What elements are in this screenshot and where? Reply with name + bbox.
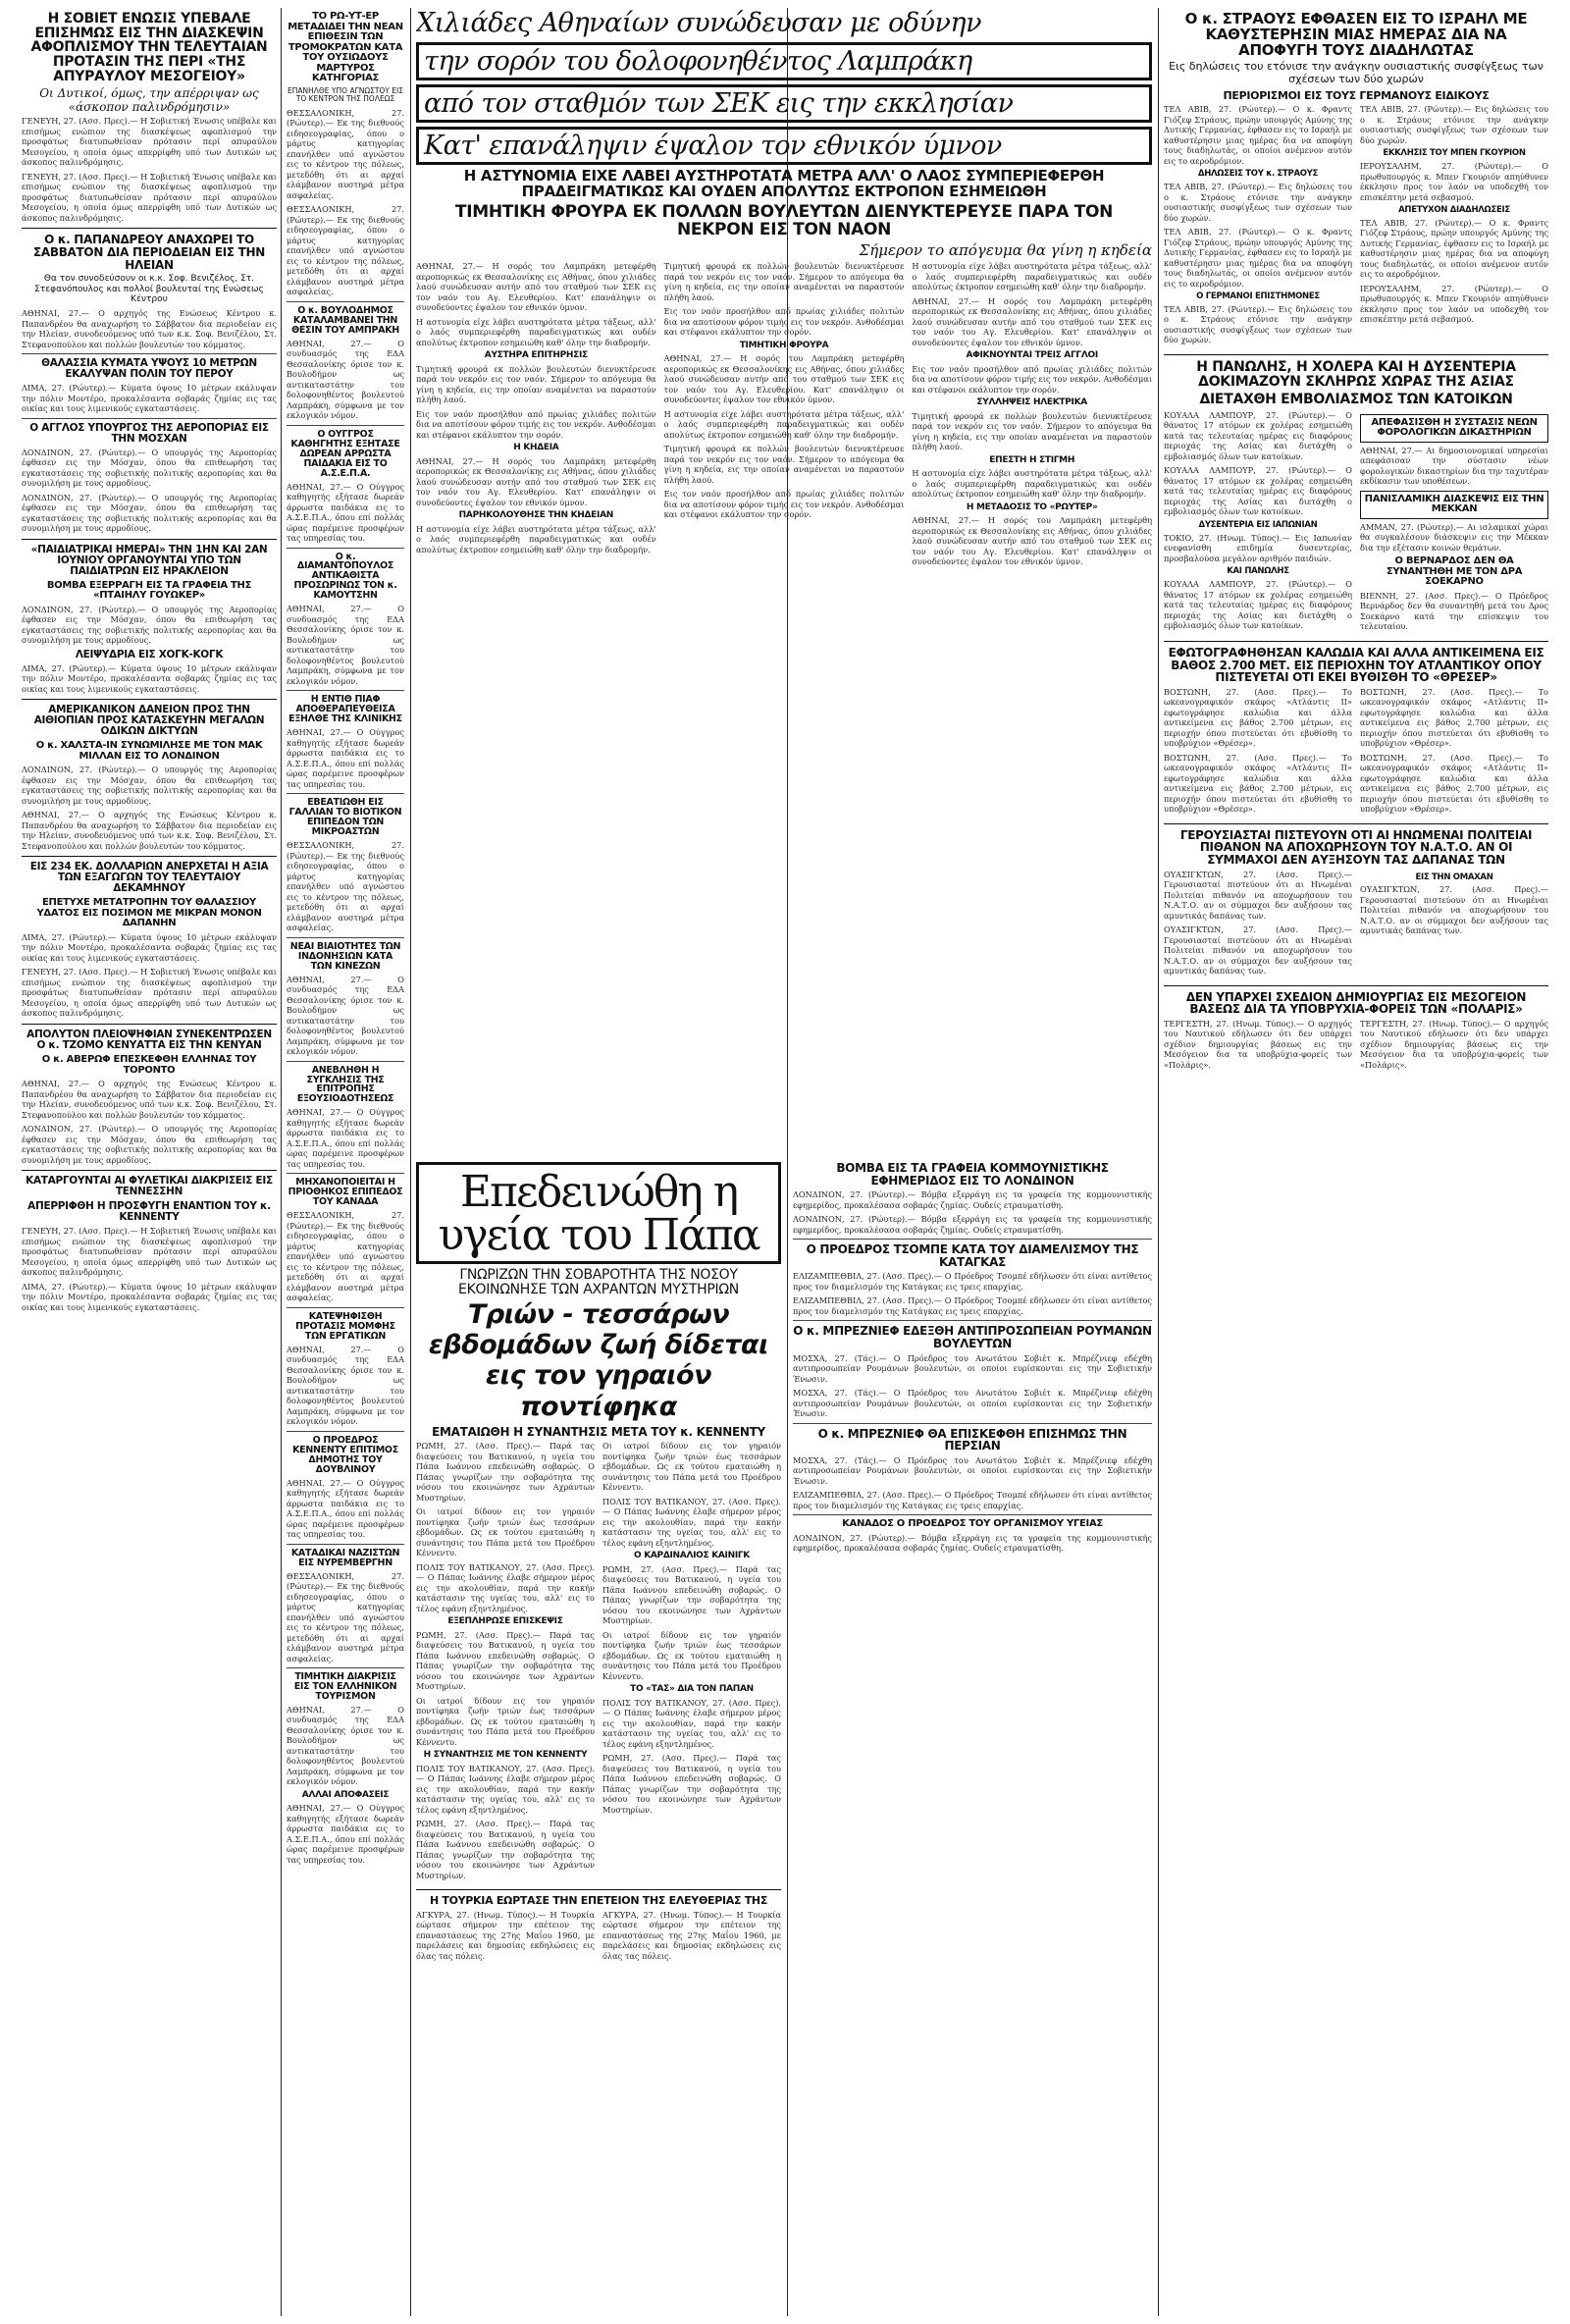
subhead: ΔΥΣΕΝΤΕΡΙΑ ΕΙΣ ΙΑΠΩΝΙΑΝ [1198, 519, 1318, 530]
subhead: ΔΗΛΩΣΕΙΣ ΤΟΥ κ. ΣΤΡΑΟΥΣ [1197, 169, 1319, 180]
lead-headline-line1: Χιλιάδες Αθηναίων συνώδευσαν με οδύνην [416, 8, 982, 38]
divider [1164, 985, 1548, 986]
article-body: ΓΕΝΕΥΗ, 27. (Ασσ. Πρες).— Η Σοβιετική Ένωσις υπέβαλε και επισήμως ενώπιον της διασκέψεως αφοπλισμού την προσφάτως διατυπωθείσαν πρότασιν περί απυραύλου Μεσογείου, η οποία όμως απερρίφθη υπό των Δυτικών ως άσκοπος παλινδρόμησις. [22, 171, 277, 223]
divider [1164, 641, 1548, 642]
article-body: ΘΕΣΣΑΛΟΝΙΚΗ, 27. (Ρώυτερ).— Εκ της διεθνούς ειδησεογραφίας, όπου ο μάρτυς κατηγορίας επανήλθεν υπό αγνώστου εις το κέντρον της πόλεως, μετεδόθη ότι αι αρχαί ελάμβανον αυστηρά μέτρα ασφαλείας. [287, 107, 404, 200]
article-body: ΛΟΝΔΙΝΟΝ, 27. (Ρώυτερ).— Ο υπουργός της Αεροπορίας έφθασεν εις την Μόσχαν, όπου θα επιθεωρήση τας εγκαταστάσεις της σοβιετικής πολιτικής αεροπορίας και θα συνομιλήση με τους αρμοδίους. [22, 492, 277, 534]
article-body: ΑΘΗΝΑΙ, 27.— Ο Ούγγρος καθηγητής εξήτασε δωρεάν άρρωστα παιδάκια εις το Α.Σ.Ε.Π.Α., όπου επί πολλάς ώρας παρέμεινε προσφέρων τας υπηρεσίας του. [287, 481, 404, 543]
lead-dek-guard: ΤΙΜΗΤΙΚΗ ΦΡΟΥΡΑ ΕΚ ΠΟΛΛΩΝ ΒΟΥΛΕΥΤΩΝ ΔΙΕΝΥΚΤΕΡΕΥΣΕ ΠΑΡΑ ΤΟΝ ΝΕΚΡΟΝ ΕΙΣ ΤΟΝ ΝΑΟΝ [454, 201, 1114, 239]
article-body: ΒΙΕΝΝΗ, 27. (Ασσ. Πρες).— Ο Πρόεδρος Βερνάρδος δεν θα συναντηθή μετά του Δρος Σοεκάρνο κατά την επίσκεψιν του τελευταίου. [1360, 590, 1548, 632]
article-body: Τιμητική φρουρά εκ πολλών βουλευτών διενυκτέρευσε παρά τον νεκρόν εις τον ναόν. Σήμερον το απόγευμα θα γίνη η κηδεία, εις την οποίαν αναμένεται να παραστούν πλήθη λαού. [663, 444, 905, 485]
divider [22, 539, 277, 540]
subhead: ΕΚΚΛΗΣΙΣ ΤΟΥ ΜΠΕΝ ΓΚΟΥΡΙΟΝ [1383, 148, 1526, 159]
article-body: ΛΟΝΔΙΝΟΝ, 27. (Ρώυτερ).— Ο υπουργός της Αεροπορίας έφθασεν εις την Μόσχαν, όπου θα επιθεωρήση τας εγκαταστάσεις της σοβιετικής πολιτικής αεροπορίας και θα συνομιλήση με τους αρμοδίους. [22, 447, 277, 489]
divider [287, 1173, 404, 1174]
article-body: Εις τον ναόν προσήλθον από πρωίας χιλιάδες πολιτών δια να αποτίσουν φόρον τιμής εις τον νεκρόν. Ανθοδέσμαι και στέφανοι εκάλυπτον την σορόν. [912, 363, 1152, 395]
article-body: ΛΟΝΔΙΝΟΝ, 27. (Ρώυτερ).— Βόμβα εξερράγη εις τα γραφεία της κομμουνιστικής εφημερίδος, προκαλέσασα σοβαράς ζημίας. Ουδείς ετραυματίσθη. [793, 1214, 1152, 1235]
article-body: ΑΘΗΝΑΙ, 27.— Ο Ούγγρος καθηγητής εξήτασε δωρεάν άρρωστα παιδάκια εις το Α.Σ.Ε.Π.Α., όπου επί πολλάς ώρας παρέμεινε προσφέρων τας υπηρεσίας του. [287, 1477, 404, 1540]
headline-tourism: ΤΙΜΗΤΙΚΗ ΔΙΑΚΡΙΣΙΣ ΕΙΣ ΤΟΝ ΕΛΛΗΝΙΚΟΝ ΤΟΥΡΙΣΜΟΝ [293, 1671, 397, 1702]
divider [22, 418, 277, 419]
divider [22, 228, 277, 229]
article-body: ΕΛΙΖΑΜΠΕΘΒΙΛ, 27. (Ασσ. Πρες).— Ο Πρόεδρος Τσομπέ εδήλωσεν ότι είναι αντίθετος προς τον διαμελισμόν της Κατάγκας εις τρεις επαρχίας. [793, 1295, 1152, 1316]
dek-strauss: Εις δηλώσεις του ετόνισε την ανάγκην ουσιαστικής συσφίγξεως των σχέσεων των δύο χωρών [1169, 60, 1544, 85]
divider [287, 793, 404, 794]
polaris-body-columns [1164, 1019, 1548, 1075]
divider [1164, 354, 1548, 355]
column-4-lower [793, 1158, 1152, 1558]
divider [287, 1061, 404, 1062]
article-body: ΚΟΥΑΛΑ ΛΑΜΠΟΥΡ, 27. (Ρώυτερ).— Ο θάνατος 17 ατόμων εκ χολέρας εσημειώθη κατά τας τελευταίας ημέρας εις διαφόρους περιοχάς της Ασίας και διετάχθη ο εμβολιασμός όλων των κατοίκων. [1164, 465, 1352, 517]
column-1 [22, 8, 277, 1316]
headline-turkey: Η ΤΟΥΡΚΙΑ ΕΩΡΤΑΣΕ ΤΗΝ ΕΠΕΤΕΙΟΝ ΤΗΣ ΕΛΕΥΘΕΡΙΑΣ ΤΗΣ [429, 1894, 768, 1908]
pope-subhead: ΤΟ «ΤΑΣ» ΔΙΑ ΤΟΝ ΠΑΠΑΝ [630, 1684, 754, 1695]
article-body: ΑΘΗΝΑΙ, 27.— Η σορός του Λαμπράκη μετεφέρθη αεροπορικώς εκ Θεσσαλονίκης εις Αθήνας, όπου χιλιάδες λαού συνώδευσαν αυτήν από του σταθμού των ΣΕΚ εις τον ναόν του Αγ. Ελευθερίου. Κατ' επανάληψιν οι συνοδεύοντες έψαλον τον εθνικόν ύμνον. [416, 455, 656, 507]
divider [287, 1544, 404, 1545]
lead-subhead: ΣΥΛΛΗΨΕΙΣ ΗΛΕΚΤΡΙΚΑ [976, 397, 1087, 408]
column-rule [410, 8, 411, 2316]
lead-subhead: ΑΥΣΤΗΡΑ ΕΠΙΤΗΡΗΣΙΣ [484, 350, 588, 361]
article-body: ΜΟΣΧΑ, 27. (Τάς).— Ο Πρόεδρος του Ανωτάτου Σοβιέτ κ. Μπρέζνιεφ εδέχθη αντιπροσωπείαν Ρουμάνων βουλευτών, οι οποίοι ευρίσκονται εις την Σοβιετικήν Ένωσιν. [793, 1388, 1152, 1419]
headline-hallstein: Ο κ. ΧΑΛΣΤΑ-ΙΝ ΣΥΝΩΜΙΛΗΣΕ ΜΕ ΤΟΝ ΜΑΚ ΜΙΛΛΑΝ ΕΙΣ ΤΟ ΛΟΝΔΙΝΟΝ [35, 740, 263, 762]
article-body: Τιμητική φρουρά εκ πολλών βουλευτών διενυκτέρευσε παρά τον νεκρόν εις τον ναόν. Σήμερον το απόγευμα θα γίνη η κηδεία, εις την οποίαν αναμένεται να παραστούν πλήθη λαού. [663, 261, 905, 302]
divider [287, 1431, 404, 1432]
lead-headline-line2: την σορόν του δολοφονηθέντος Λαμπράκη [416, 42, 1152, 80]
article-body: ΑΘΗΝΑΙ, 27.— Η σορός του Λαμπράκη μετεφέρθη αεροπορικώς εκ Θεσσαλονίκης εις Αθήνας, όπου χιλιάδες λαού συνώδευσαν αυτήν από του σταθμού των ΣΕΚ εις τον ναόν του Αγ. Ελευθερίου. Κατ' επανάληψιν οι συνοδεύοντες έψαλον τον εθνικόν ύμνον. [912, 295, 1152, 347]
subhead: ΕΙΣ ΤΗΝ ΟΜΑΧΑΝ [1415, 872, 1493, 882]
divider [22, 1170, 277, 1171]
article-body: ΒΟΣΤΩΝΗ, 27. (Ασσ. Πρες).— Το ωκεανογραφικόν σκάφος «Ατλάντις ΙΙ» εφωτογράφησε καλώδια και άλλα αντικείμενα εις βάθος 2.700 μέτρων, εις περιοχήν όπου πιστεύεται ότι εβυθίσθη το υποβρύχιον «Θρέσερ». [1360, 686, 1548, 749]
divider [22, 856, 277, 857]
headline-averoff: Ο κ. ΑΒΕΡΩΦ ΕΠΕΣΚΕΦΘΗ ΕΛΛΗΝΑΣ ΤΟΥ ΤΟΡΟΝΤΟ [41, 1054, 257, 1076]
divider [793, 1514, 1152, 1515]
article-body: ΘΕΣΣΑΛΟΝΙΚΗ, 27. (Ρώυτερ).— Εκ της διεθνούς ειδησεογραφίας, όπου ο μάρτυς κατηγορίας επανήλθεν υπό αγνώστου εις το κέντρον της πόλεως, μετεδόθη ότι αι αρχαί ελάμβανον αυστηρά μέτρα ασφαλείας. [287, 1210, 404, 1303]
headline-france-living: ΕΒΕΑΤΙΩΘΗ ΕΙΣ ΓΑΛΛΙΑΝ ΤΟ ΒΙΟΤΙΚΟΝ ΕΠΙΠΕΔΟΝ ΤΩΝ ΜΙΚΡΟΑΣΤΩΝ [288, 797, 402, 838]
subhead-german-experts: ΠΕΡΙΟΡΙΣΜΟΙ ΕΙΣ ΤΟΥΣ ΓΕΡΜΑΝΟΥΣ ΕΙΔΙΚΟΥΣ [1223, 88, 1490, 102]
article-body: ΕΛΙΖΑΜΠΕΘΒΙΛ, 27. (Ασσ. Πρες).— Ο Πρόεδρος Τσομπέ εδήλωσεν ότι είναι αντίθετος προς τον διαμελισμόν της Κατάγκας εις τρεις επαρχίας. [793, 1490, 1152, 1510]
divider [287, 548, 404, 549]
subhead: ΑΠΕΤΥΧΟΝ ΔΙΑΔΗΛΩΣΕΙΣ [1398, 205, 1510, 215]
article-body: ΤΕΡΓΕΣΤΗ, 27. (Ηνωμ. Τύπος).— Ο αρχηγός του Ναυτικού εδήλωσεν ότι δεν υπάρχει σχέδιον δημιουργίας βάσεως εις την Μεσόγειον δια τα υποβρύχια-φορείς των «Πολάρις». [1360, 1018, 1548, 1070]
headline-voulodimos: Ο κ. ΒΟΥΛΟΔΗΜΟΣ ΚΑΤΑΛΑΜΒΑΝΕΙ ΤΗΝ ΘΕΣΙΝ ΤΟΥ ΑΜΠΡΑΚΗ [291, 304, 399, 336]
headline-hungarian-professor: Ο ΟΥΓΓΡΟΣ ΚΑΘΗΓΗΤΗΣ ΕΞΗΤΑΣΕ ΔΩΡΕΑΝ ΑΡΡΩΣΤΑ ΠΑΙΔΑΚΙΑ ΕΙΣ ΤΟ Α.Σ.Ε.Π.Α. [290, 428, 400, 479]
headline-tax-courts: ΑΠΕΦΑΣΙΣΘΗ Η ΣΥΣΤΑΣΙΣ ΝΕΩΝ ΦΟΡΟΛΟΓΙΚΩΝ ΔΙΚΑΣΤΗΡΙΩΝ [1360, 414, 1548, 443]
article-body: Εις τον ναόν προσήλθον από πρωίας χιλιάδες πολιτών δια να αποτίσουν φόρον τιμής εις τον νεκρόν. Ανθοδέσμαι και στέφανοι εκάλυπτον την σορόν. [663, 306, 905, 338]
nato-body-columns [1164, 870, 1548, 980]
thresher-body-columns [1164, 687, 1548, 819]
divider [287, 690, 404, 691]
headline-communist-bomb: ΒΟΜΒΑ ΕΙΣ ΤΑ ΓΡΑΦΕΙΑ ΚΟΜΜΟΥΝΙΣΤΙΚΗΣ ΕΦΗΜΕΡΙΔΟΣ ΕΙΣ ΤΟ ΛΟΝΔΙΝΟΝ [836, 1161, 1109, 1188]
article-body: ΛΟΝΔΙΝΟΝ, 27. (Ρώυτερ).— Ο υπουργός της Αεροπορίας έφθασεν εις την Μόσχαν, όπου θα επιθεωρήση τας εγκαταστάσεις της σοβιετικής πολιτικής αεροπορίας και θα συνομιλήση με τους αρμοδίους. [22, 1124, 277, 1165]
article-body: ΤΕΛ ΑΒΙΒ, 27. (Ρώυτερ).— Ο κ. Φραντς Γιόζεφ Στράους, πρώην υπουργός Αμύνης της Δυτικής Γερμανίας, έφθασεν εις το Ισραήλ με καθυστέρησιν μιας ημέρας δια να αποφύγη τους διαδηλωτάς, οι οποίοι ανέμενον αυτόν εις το αεροδρόμιον. [1164, 104, 1352, 166]
headline-kennedy-dublin: Ο ΠΡΟΕΔΡΟΣ ΚΕΝΝΕΝΤΥ ΕΠΙΤΙΜΟΣ ΔΗΜΟΤΗΣ ΤΟΥ ΔΟΥΒΛΙΝΟΥ [292, 1434, 398, 1475]
article-body: ΠΟΛΙΣ ΤΟΥ ΒΑΤΙΚΑΝΟΥ, 27. (Ασσ. Πρες).— Ο Πάπας Ιωάννης έλαβε σήμερον μέρος εις την ακολουθίαν, παρά την κακήν κατάστασιν της υγείας του, αλλ' εις το τέλος εφάνη εξηντλημένος. [602, 1496, 781, 1548]
article-body: ΑΘΗΝΑΙ, 27.— Ο αρχηγός της Ενώσεως Κέντρου κ. Παπανδρέου θα αναχωρήση το Σάββατον δια περιοδείαν εις την Ηλείαν, συνοδευόμενος υπό των κ.κ. Σοφ. Βενιζέλου, Στ. Στεφανοπούλου και πολλών βουλευτών του κόμματος. [22, 810, 277, 851]
article-body: ΛΙΜΑ, 27. (Ρώυτερ).— Κύματα ύψους 10 μέτρων εκάλυψαν την πόλιν Μοντέρο, προκαλέσαντα σοβαράς ζημίας εις τας οικίας και τους λιμενικούς εγκαταστάσεις. [22, 662, 277, 694]
headline-brezhnev-romanians: Ο κ. ΜΠΡΕΖΝΙΕΦ ΕΔΕΞΘΗ ΑΝΤΙΠΡΟΣΩΠΕΙΑΝ ΡΟΥΜΑΝΩΝ ΒΟΥΛΕΥΤΩΝ [793, 1324, 1152, 1350]
article-body: ΤΕΛ ΑΒΙΒ, 27. (Ρώυτερ).— Ο κ. Φραντς Γιόζεφ Στράους, πρώην υπουργός Αμύνης της Δυτικής Γερμανίας, έφθασεν εις το Ισραήλ με καθυστέρησιν μιας ημέρας δια να αποφύγη τους διαδηλωτάς, οι οποίοι ανέμενον αυτόν εις το αεροδρόμιον. [1164, 227, 1352, 289]
article-body: ΡΩΜΗ, 27. (Ασσ. Πρες).— Παρά τας διαψεύσεις του Βατικανού, η υγεία του Πάπα Ιωάννου επεδεινώθη σοβαρώς. Ο Πάπας γνωρίζων την σοβαρότητα της νόσου του εκοινώνησε των Αχράντων Μυστηρίων. [416, 1629, 595, 1692]
article-body: ΤΕΛ ΑΒΙΒ, 27. (Ρώυτερ).— Εις δηλώσεις του ο κ. Στράους ετόνισε την ανάγκην ουσιαστικής συσφίγξεως των σχέσεων των δύο χωρών. [1164, 182, 1352, 223]
divider [287, 301, 404, 302]
turkey-body-columns [416, 1910, 781, 1966]
article-body: ΒΟΣΤΩΝΗ, 27. (Ασσ. Πρες).— Το ωκεανογραφικόν σκάφος «Ατλάντις ΙΙ» εφωτογράφησε καλώδια και άλλα αντικείμενα εις βάθος 2.700 μέτρων, εις περιοχήν όπου πιστεύεται ότι εβυθίσθη το υποβρύχιον «Θρέσερ». [1164, 686, 1352, 749]
pope-subhead: Η ΣΥΝΑΝΤΗΣΙΣ ΜΕ ΤΟΝ ΚΕΝΝΕΝΤΥ [423, 1750, 588, 1761]
article-body: ΛΙΜΑ, 27. (Ρώυτερ).— Κύματα ύψους 10 μέτρων εκάλυψαν την πόλιν Μοντέρο, προκαλέσαντα σοβαράς ζημίας εις τας οικίας και τους λιμενικούς εγκαταστάσεις. [22, 931, 277, 963]
article-body: ΠΟΛΙΣ ΤΟΥ ΒΑΤΙΚΑΝΟΥ, 27. (Ασσ. Πρες).— Ο Πάπας Ιωάννης έλαβε σήμερον μέρος εις την ακολουθίαν, παρά την κακήν κατάστασιν της υγείας του, αλλ' εις το τέλος εφάνη εξηντλημένος. [416, 1561, 595, 1613]
headline-nuremberg: ΚΑΤΑΔΙΚΑΙ ΝΑΖΙΣΤΩΝ ΕΙΣ ΝΥΡΕΜΒΕΡΓΗΝ [290, 1547, 400, 1568]
lead-subhead: ΠΑΡΗΚΟΛΟΥΘΗΣΕ ΤΗΝ ΚΗΔΕΙΑΝ [458, 510, 613, 521]
lead-dek-police: Η ΑΣΤΥΝΟΜΙΑ ΕΙΧΕ ΛΑΒΕΙ ΑΥΣΤΗΡΟΤΑΤΑ ΜΕΤΡΑ ΑΛΛ' Ο ΛΑΟΣ ΣΥΜΠΕΡΙΕΦΕΡΘΗ ΠΡΑΔΕΙΓΜΑΤΙΚΩΣ ΚΑΙ ΟΥΔΕΝ ΑΠΟΛΥΤΩΣ ΕΚΤΡΟΠΟΝ ΕΣΗΜΕΙΩΘΗ [463, 167, 1105, 200]
headline-health-org: ΚΑΝΑΔΟΣ Ο ΠΡΟΕΔΡΟΣ ΤΟΥ ΟΡΓΑΝΙΣΜΟΥ ΥΓΕΙΑΣ [842, 1518, 1103, 1530]
article-body: ΛΙΜΑ, 27. (Ρώυτερ).— Κύματα ύψους 10 μέτρων εκάλυψαν την πόλιν Μοντέρο, προκαλέσαντα σοβαράς ζημίας εις τας οικίας και τους λιμενικούς εγκαταστάσεις. [22, 383, 277, 414]
article-body: ΘΕΣΣΑΛΟΝΙΚΗ, 27. (Ρώυτερ).— Εκ της διεθνούς ειδησεογραφίας, όπου ο μάρτυς κατηγορίας επανήλθεν υπό αγνώστου εις το κέντρον της πόλεως, μετεδόθη ότι αι αρχαί ελάμβανον αυστηρά μέτρα ασφαλείας. [287, 1570, 404, 1664]
headline-seawater: ΕΠΕΤΥΧΕ ΜΕΤΑΤΡΟΠΗΝ ΤΟΥ ΘΑΛΑΣΣΙΟΥ ΥΔΑΤΟΣ ΕΙΣ ΠΟΣΙΜΟΝ ΜΕ ΜΙΚΡΑΝ ΜΟΝΟΝ ΔΑΠΑΝΗΝ [36, 897, 262, 929]
headline-exports: ΕΙΣ 234 ΕΚ. ΔΟΛΛΑΡΙΩΝ ΑΝΕΡΧΕΤΑΙ Η ΑΞΙΑ ΤΩΝ ΕΞΑΓΩΓΩΝ ΤΟΥ ΤΕΛΕΥΤΑΙΟΥ ΔΕΚΑΜΗΝΟΥ [29, 861, 269, 895]
headline-nato: ΓΕΡΟΥΣΙΑΣΤΑΙ ΠΙΣΤΕΥΟΥΝ ΟΤΙ ΑΙ ΗΝΩΜΕΝΑΙ ΠΟΛΙΤΕΙΑΙ ΠΙΘΑΝΟΝ ΝΑ ΑΠΟΧΩΡΗΣΟΥΝ ΤΟΥ Ν.Α.Τ.Ο. ΑΝ ΟΙ ΣΥΜΜΑΧΟΙ ΔΕΝ ΑΥΞΗΣΟΥΝ ΤΑΣ ΔΑΠΑΝΑΣ ΤΩΝ [1179, 827, 1533, 867]
article-body: ΜΟΣΧΑ, 27. (Τάς).— Ο Πρόεδρος του Ανωτάτου Σοβιέτ κ. Μπρέζνιεφ εδέχθη αντιπροσωπείαν Ρουμάνων βουλευτών, οι οποίοι ευρίσκονται εις την Σοβιετικήν Ένωσιν. [793, 1352, 1152, 1384]
article-body: ΑΘΗΝΑΙ, 27.— Ο συνδυασμός της ΕΔΑ Θεσσαλονίκης όρισε τον κ. Βουλοδήμον ως αντικαταστάτην του δολοφονηθέντος βουλευτού Λαμπράκη, σύμφωνα με τον εκλογικόν νόμον. [287, 1344, 404, 1427]
dek-papandreou: Θα τον συνοδεύσουν οι κ.κ. Σοφ. Βενιζέλος, Στ. Στεφανόπουλος και πολλοί βουλευταί της Ενώσεως Κέντρου [34, 274, 264, 304]
subheadline-western-rejection: Οι Δυτικοί, όμως, την απέρριψαν ως «άσκοπον παλινδρόμησιν» [39, 86, 259, 115]
article-body: ΑΘΗΝΑΙ, 27.— Η σορός του Λαμπράκη μετεφέρθη αεροπορικώς εκ Θεσσαλονίκης εις Αθήνας, όπου χιλιάδες λαού συνώδευσαν αυτήν από του σταθμού των ΣΕΚ εις τον ναόν του Αγ. Ελευθερίου. Κατ' επανάληψιν οι συνοδεύοντες έψαλον τον εθνικόν ύμνον. [663, 353, 905, 405]
divider [793, 1423, 1152, 1424]
pope-subhead: ΕΞΕΠΛΗΡΩΣΕ ΕΠΙΣΚΕΨΙΣ [447, 1616, 563, 1627]
divider [22, 699, 277, 700]
pope-subhead: Ο ΚΑΡΔΙΝΑΛΙΟΣ ΚΑΙΝΙΓΚ [634, 1551, 750, 1561]
divider [287, 1307, 404, 1308]
headline-other-decisions: ΑΛΛΑΙ ΑΠΟΦΑΣΕΙΣ [301, 1789, 390, 1800]
article-body: ΡΩΜΗ, 27. (Ασσ. Πρες).— Παρά τας διαψεύσεις του Βατικανού, η υγεία του Πάπα Ιωάννου επεδεινώθη σοβαρώς. Ο Πάπας γνωρίζων την σοβαρότητα της νόσου του εκοινώνησε των Αχράντων Μυστηρίων. [416, 1441, 595, 1503]
article-body: ΑΘΗΝΑΙ, 27.— Ο Ούγγρος καθηγητής εξήτασε δωρεάν άρρωστα παιδάκια εις το Α.Σ.Ε.Π.Α., όπου επί πολλάς ώρας παρέμεινε προσφέρων τας υπηρεσίας του. [287, 1107, 404, 1169]
article-body: ΙΕΡΟΥΣΑΛΗΜ, 27. (Ρώυτερ).— Ο πρωθυπουργός κ. Μπεν Γκουριόν απηύθυνεν έκκλησιν προς τον λαόν να υποδεχθή τον επισκέπτην μετά σεβασμού. [1360, 283, 1548, 325]
article-body: ΜΟΣΧΑ, 27. (Τάς).— Ο Πρόεδρος του Ανωτάτου Σοβιέτ κ. Μπρέζνιεφ εδέχθη αντιπροσωπείαν Ρουμάνων βουλευτών, οι οποίοι ευρίσκονται εις την Σοβιετικήν Ένωσιν. [793, 1454, 1152, 1486]
column-2 [287, 8, 404, 1869]
divider [793, 1239, 1152, 1240]
article-body: ΛΟΝΔΙΝΟΝ, 27. (Ρώυτερ).— Βόμβα εξερράγη εις τα γραφεία της κομμουνιστικής εφημερίδος, προκαλέσασα σοβαράς ζημίας. Ουδείς ετραυματίσθη. [793, 1189, 1152, 1210]
article-body: ΒΟΣΤΩΝΗ, 27. (Ασσ. Πρες).— Το ωκεανογραφικόν σκάφος «Ατλάντις ΙΙ» εφωτογράφησε καλώδια και άλλα αντικείμενα εις βάθος 2.700 μέτρων, εις περιοχήν όπου πιστεύεται ότι εβυθίσθη το υποβρύχιον «Θρέσερ». [1360, 752, 1548, 815]
headline-diamantopoulos: Ο κ. ΔΙΑΜΑΝΤΟΠΟΥΛΟΣ ΑΝΤΙΚΑΘΙΣΤΑ ΠΡΟΣΩΡΙΝΩΣ ΤΟΝ κ. ΚΑΜΟΥΤΣΗΝ [293, 551, 397, 602]
headline-labour-censure: ΚΑΤΕΨΗΦΙΣΘΗ ΠΡΟΤΑΣΙΣ ΜΟΜΦΗΣ ΤΩΝ ΕΡΓΑΤΙΚΩΝ [295, 1310, 395, 1342]
article-body: ΓΕΝΕΥΗ, 27. (Ασσ. Πρες).— Η Σοβιετική Ένωσις υπέβαλε και επισήμως ενώπιον της διασκέψεως αφοπλισμού την προσφάτως διατυπωθείσαν πρότασιν περί απυραύλου Μεσογείου, η οποία όμως απερρίφθη υπό των Δυτικών ως άσκοπος παλινδρόμησις. [22, 116, 277, 168]
article-body: ΛΟΝΔΙΝΟΝ, 27. (Ρώυτερ).— Ο υπουργός της Αεροπορίας έφθασεν εις την Μόσχαν, όπου θα επιθεωρήση τας εγκαταστάσεις της σοβιετικής πολιτικής αεροπορίας και θα συνομιλήση με τους αρμοδίους. [22, 765, 277, 806]
article-body: ΑΘΗΝΑΙ, 27.— Ο Ούγγρος καθηγητής εξήτασε δωρεάν άρρωστα παιδάκια εις το Α.Σ.Ε.Π.Α., όπου επί πολλάς ώρας παρέμεινε προσφέρων τας υπηρεσίας του. [287, 1803, 404, 1865]
article-body: ΤΕΛ ΑΒΙΒ, 27. (Ρώυτερ).— Εις δηλώσεις του ο κ. Στράους ετόνισε την ανάγκην ουσιαστικής συσφίγξεως των σχέσεων των δύο χωρών. [1164, 303, 1352, 345]
dek-vaccination: ΔΙΕΤΑΧΘΗ ΕΜΒΟΛΙΑΣΜΟΣ ΤΩΝ ΚΑΤΟΙΚΩΝ [1199, 392, 1513, 408]
article-body: ΛΟΝΔΙΝΟΝ, 27. (Ρώυτερ).— Βόμβα εξερράγη εις τα γραφεία της κομμουνιστικής εφημερίδος, προκαλέσασα σοβαράς ζημίας. Ουδείς ετραυματίσθη. [793, 1532, 1152, 1554]
article-body: ΑΘΗΝΑΙ, 27.— Ο συνδυασμός της ΕΔΑ Θεσσαλονίκης όρισε τον κ. Βουλοδήμον ως αντικαταστάτην του δολοφονηθέντος βουλευτού Λαμπράκη, σύμφωνα με τον εκλογικόν νόμον. [287, 1704, 404, 1787]
article-body: ΠΟΛΙΣ ΤΟΥ ΒΑΤΙΚΑΝΟΥ, 27. (Ασσ. Πρες).— Ο Πάπας Ιωάννης έλαβε σήμερον μέρος εις την ακολουθίαν, παρά την κακήν κατάστασιν της υγείας του, αλλ' εις το τέλος εφάνη εξηντλημένος. [416, 1763, 595, 1815]
article-body: ΑΘΗΝΑΙ, 27.— Ο αρχηγός της Ενώσεως Κέντρου κ. Παπανδρέου θα αναχωρήση το Σάββατον δια περιοδείαν εις την Ηλείαν, συνοδευόμενος υπό των κ.κ. Σοφ. Βενιζέλου, Στ. Στεφανοπούλου και πολλών βουλευτών του κόμματος. [22, 308, 277, 349]
article-body: Οι ιατροί δίδουν εις τον γηραιόν ποντίφηκα ζωήν τριών έως τεσσάρων εβδομάδων. Ως εκ τούτου εματαιώθη η συνάντησις του Πάπα μετά του Προέδρου Κέννεντυ. [602, 1441, 781, 1493]
article-body: ΑΘΗΝΑΙ, 27.— Η σορός του Λαμπράκη μετεφέρθη αεροπορικώς εκ Θεσσαλονίκης εις Αθήνας, όπου χιλιάδες λαού συνώδευσαν αυτήν από του σταθμού των ΣΕΚ εις τον ναόν του Αγ. Ελευθερίου. Κατ' επανάληψιν οι συνοδεύοντες έψαλον τον εθνικόν ύμνον. [912, 515, 1152, 567]
headline-canada: ΜΗΧΑΝΟΠΟΙΕΙΤΑΙ Η ΠΡΙΟΘΗΚΟΣ ΕΠΙΠΕΔΟΣ ΤΟΥ ΚΑΝΑΔΑ [288, 1177, 403, 1208]
article-body: ΟΥΑΣΙΓΚΤΩΝ, 27. (Ασσ. Πρες).— Γερουσιασταί πιστεύουν ότι αι Ηνωμέναι Πολιτείαι πιθανόν να αποχωρήσουν του Ν.Α.Τ.Ο. αν οι σύμμαχοι δεν αυξήσουν τας αμυντικάς δαπάνας των. [1164, 869, 1352, 921]
headline-bernard: Ο ΒΕΡΝΑΡΔΟΣ ΔΕΝ ΘΑ ΣΥΝΑΝΤΗΘΗ ΜΕ ΤΟΝ ΔΡΑ ΣΟΕΚΑΡΝΟ [1386, 555, 1523, 588]
article-body: ΑΓΚΥΡΑ, 27. (Ηνωμ. Τύπος).— Η Τουρκία εώρτασε σήμερον την επέτειον της επαναστάσεως της 27ης Μαΐου 1960, με παρελάσεις και δημοσίας εκδηλώσεις εις όλας τας πόλεις. [602, 1909, 781, 1961]
subhead: Ο ΓΕΡΜΑΝΟΙ ΕΠΙΣΤΗΜΟΝΕΣ [1196, 291, 1320, 301]
lead-headline-line4: Κατ' επανάληψιν έψαλον τον εθνικόν ύμνον [416, 127, 1152, 165]
headline-reuter-terrorists: ΤΟ ΡΩ-ΥΤ-ΕΡ ΜΕΤΑΔΙΔΕΙ ΤΗΝ ΝΕΑΝ ΕΠΙΘΕΣΙΝ ΤΩΝ ΤΡΟΜΟΚΡΑΤΩΝ ΚΑΤΑ ΤΟΥ ΟΥΣΙΩΔΟΥΣ ΜΑΡΤΥΡΟΣ ΚΑΤΗΓΟΡΙΑΣ [288, 11, 403, 83]
lead-subhead: ΕΠΕΣΤΗ Η ΣΤΙΓΜΗ [989, 454, 1075, 465]
lead-story [416, 8, 1152, 571]
strauss-body-columns [1164, 104, 1548, 349]
headline-brezhnev-persia: Ο κ. ΜΠΡΕΖΝΙΕΦ ΘΑ ΕΠΙΣΚΕΦΘΗ ΕΠΙΣΗΜΩΣ ΤΗΝ ΠΕΡΣΙΑΝ [817, 1426, 1127, 1453]
article-body: ΤΕΛ ΑΒΙΒ, 27. (Ρώυτερ).— Εις δηλώσεις του ο κ. Στράους ετόνισε την ανάγκην ουσιαστικής συσφίγξεως των σχέσεων των δύο χωρών. [1360, 104, 1548, 145]
pope-headline: Επεδεινώθη η υγεία του Πάπα [416, 1162, 781, 1264]
lead-dek-funeral: Σήμερον το απόγευμα θα γίνη η κηδεία [859, 241, 1152, 260]
article-body: ΑΘΗΝΑΙ, 27.— Ο συνδυασμός της ΕΔΑ Θεσσαλονίκης όρισε τον κ. Βουλοδήμον ως αντικαταστάτην του δολοφονηθέντος βουλευτού Λαμπράκη, σύμφωνα με τον εκλογικόν νόμον. [287, 974, 404, 1057]
article-body: ΡΩΜΗ, 27. (Ασσ. Πρες).— Παρά τας διαψεύσεις του Βατικανού, η υγεία του Πάπα Ιωάννου επεδεινώθη σοβαρώς. Ο Πάπας γνωρίζων την σοβαρότητα της νόσου του εκοινώνησε των Αχράντων Μυστηρίων. [416, 1819, 595, 1880]
headline-kennedy-appeal: ΑΠΕΡΡΙΦΘΗ Η ΠΡΟΣΦΥΓΗ ΕΝΑΝΤΙΟΝ ΤΟΥ κ. ΚΕΝΝΕΝΤΥ [27, 1200, 271, 1224]
pope-dek-weeks: Τριών - τεσσάρων εβδομάδων ζωή δίδεται εις τον γηραιόν ποντίφηκα [428, 1299, 769, 1422]
lead-headline-line3: από τον σταθμόν των ΣΕΚ εις την εκκλησίαν [416, 84, 1152, 123]
article-body: ΑΘΗΝΑΙ, 27.— Η σορός του Λαμπράκη μετεφέρθη αεροπορικώς εκ Θεσσαλονίκης εις Αθήνας, όπου χιλιάδες λαού συνώδευσαν αυτήν από του σταθμού των ΣΕΚ εις τον ναόν του Αγ. Ελευθερίου. Κατ' επανάληψιν οι συνοδεύοντες έψαλον τον εθνικόν ύμνον. [416, 261, 656, 313]
subhead: ΚΑΙ ΠΑΝΩΛΗΣ [1227, 566, 1289, 577]
headline-mecca: ΠΑΝΙΣΛΑΜΙΚΗ ΔΙΑΣΚΕΨΙΣ ΕΙΣ ΤΗΝ ΜΕΚΚΑΝ [1360, 491, 1548, 519]
article-body: ΟΥΑΣΙΓΚΤΩΝ, 27. (Ασσ. Πρες).— Γερουσιασταί πιστεύουν ότι αι Ηνωμέναι Πολιτείαι πιθανόν να αποχωρήσουν του Ν.Α.Τ.Ο. αν οι σύμμαχοι δεν αυξήσουν τας αμυντικάς δαπάνας των. [1360, 884, 1548, 936]
divider [287, 425, 404, 426]
headline-pediatric-days: «ΠΑΙΔΙΑΤΡΙΚΑΙ ΗΜΕΡΑΙ» ΤΗΝ 1ΗΝ ΚΑΙ 2ΑΝ ΙΟΥΝΙΟΥ ΟΡΓΑΝΟΥΝΤΑΙ ΥΠΟ ΤΩΝ ΠΑΙΔΙΑΤΡΩΝ ΕΙΣ ΗΡΑΚΛΕΙΟΝ [30, 543, 268, 577]
pope-dek-communion: ΓΝΩΡΙΖΩΝ ΤΗΝ ΣΟΒΑΡΟΤΗΤΑ ΤΗΣ ΝΟΣΟΥ ΕΚΟΙΝΩΝΗΣΕ ΤΩΝ ΑΧΡΑΝΤΩΝ ΜΥΣΤΗΡΙΩΝ [458, 1267, 739, 1297]
article-body: Η αστυνομία είχε λάβει αυστηρότατα μέτρα τάξεως, αλλ' ο λαός συμπεριεφέρθη παραδειγματικώς και ουδέν απολύτως έκτροπον εσημειώθη καθ' όλην την διαδρομήν. [663, 408, 905, 440]
headline-papandreou: Ο κ. ΠΑΠΑΝΔΡΕΟΥ ΑΝΑΧΩΡΕΙ ΤΟ ΣΑΒΒΑΤΟΝ ΔΙΑ ΠΕΡΙΟΔΕΙΑΝ ΕΙΣ ΤΗΝ ΗΛΕΙΑΝ [32, 233, 266, 272]
plague-body-columns [1164, 410, 1548, 636]
headline-bomb: ΒΟΜΒΑ ΕΞΕΡΡΑΓΗ ΕΙΣ ΤΑ ΓΡΑΦΕΙΑ ΤΗΣ «ΠΤΑΙΗΛΥ ΓΟΥΩΚΕΡ» [46, 579, 252, 602]
headline-committee: ΑΝΕΒΛΗΘΗ Η ΣΥΓΚΛΗΣΙΣ ΤΗΣ ΕΠΙΤΡΟΠΗΣ ΕΞΟΥΣΙΟΔΟΤΗΣΕΩΣ [296, 1064, 394, 1105]
article-body: Η αστυνομία είχε λάβει αυστηρότατα μέτρα τάξεως, αλλ' ο λαός συμπεριεφέρθη παραδειγματικώς και ουδέν απολύτως έκτροπον εσημειώθη καθ' όλην την διαδρομήν. [912, 261, 1152, 292]
column-rule [281, 8, 282, 2316]
lead-body-columns [416, 261, 1152, 570]
headline-thresher: ΕΦΩΤΟΓΡΑΦΗΘΗΣΑΝ ΚΑΛΩΔΙΑ ΚΑΙ ΑΛΛΑ ΑΝΤΙΚΕΙΜΕΝΑ ΕΙΣ ΒΑΘΟΣ 2.700 ΜΕΤ. ΕΙΣ ΠΕΡΙΟΧΗΝ ΤΟΥ ΑΤΛΑΝΤΙΚΟΥ ΟΠΟΥ ΠΙΣΤΕΥΕΤΑΙ ΟΤΙ ΕΚΕΙ ΒΥΘΙΣΘΗ ΤΟ «ΘΡΕΣΕΡ» [1168, 645, 1544, 685]
headline-air-minister: Ο ΑΓΓΛΟΣ ΥΠΟΥΡΓΟΣ ΤΗΣ ΑΕΡΟΠΟΡΙΑΣ ΕΙΣ ΤΗΝ ΜΟΣΧΑΝ [29, 421, 269, 445]
article-body: ΠΟΛΙΣ ΤΟΥ ΒΑΤΙΚΑΝΟΥ, 27. (Ασσ. Πρες).— Ο Πάπας Ιωάννης έλαβε σήμερον μέρος εις την ακολουθίαν, παρά την κακήν κατάστασιν της υγείας του, αλλ' εις το τέλος εφάνη εξηντλημένος. [602, 1697, 781, 1749]
divider [287, 1667, 404, 1668]
headline-tshombe: Ο ΠΡΟΕΔΡΟΣ ΤΣΟΜΠΕ ΚΑΤΑ ΤΟΥ ΔΙΑΜΕΛΙΣΜΟΥ ΤΗΣ ΚΑΤΑΓΚΑΣ [806, 1242, 1139, 1269]
lead-subhead: ΑΦΙΚΝΟΥΝΤΑΙ ΤΡΕΙΣ ΑΓΓΛΟΙ [966, 350, 1098, 361]
lead-subhead: Η ΚΗΔΕΙΑ [513, 443, 559, 453]
pope-body-columns [416, 1441, 781, 1884]
article-body: ΑΘΗΝΑΙ, 27.— Ο Ούγγρος καθηγητής εξήτασε δωρεάν άρρωστα παιδάκια εις το Α.Σ.Ε.Π.Α., όπου επί πολλάς ώρας παρέμεινε προσφέρων τας υπηρεσίας του. [287, 727, 404, 789]
article-body: ΑΘΗΝΑΙ, 27.— Ο συνδυασμός της ΕΔΑ Θεσσαλονίκης όρισε τον κ. Βουλοδήμον ως αντικαταστάτην του δολοφονηθέντος βουλευτού Λαμπράκη, σύμφωνα με τον εκλογικόν νόμον. [287, 604, 404, 686]
article-body: ΒΟΣΤΩΝΗ, 27. (Ασσ. Πρες).— Το ωκεανογραφικόν σκάφος «Ατλάντις ΙΙ» εφωτογράφησε καλώδια και άλλα αντικείμενα εις βάθος 2.700 μέτρων, εις περιοχήν όπου πιστεύεται ότι εβυθίσθη το υποβρύχιον «Θρέσερ». [1164, 752, 1352, 815]
article-body: ΤΕΡΓΕΣΤΗ, 27. (Ηνωμ. Τύπος).— Ο αρχηγός του Ναυτικού εδήλωσεν ότι δεν υπάρχει σχέδιον δημιουργίας βάσεως εις την Μεσόγειον δια τα υποβρύχια-φορείς των «Πολάρις». [1164, 1018, 1352, 1070]
pope-dek-kennedy: ΕΜΑΤΑΙΩΘΗ Η ΣΥΝΑΝΤΗΣΙΣ ΜΕΤΑ ΤΟΥ κ. ΚΕΝΝΕΝΤΥ [432, 1424, 765, 1439]
article-body: ΓΕΝΕΥΗ, 27. (Ασσ. Πρες).— Η Σοβιετική Ένωσις υπέβαλε και επισήμως ενώπιον της διασκέψεως αφοπλισμού την προσφάτως διατυπωθείσαν πρότασιν περί απυραύλου Μεσογείου, η οποία όμως απερρίφθη υπό των Δυτικών ως άσκοπος παλινδρόμησις. [22, 1226, 277, 1278]
article-body: ΕΛΙΖΑΜΠΕΘΒΙΛ, 27. (Ασσ. Πρες).— Ο Πρόεδρος Τσομπέ εδήλωσεν ότι είναι αντίθετος προς τον διαμελισμόν της Κατάγκας εις τρεις επαρχίας. [793, 1271, 1152, 1292]
article-body: Τιμητική φρουρά εκ πολλών βουλευτών διενυκτέρευσε παρά τον νεκρόν εις τον ναόν. Σήμερον το απόγευμα θα γίνη η κηδεία, εις την οποίαν αναμένεται να παραστούν πλήθη λαού. [416, 363, 656, 405]
article-body: ΛΟΝΔΙΝΟΝ, 27. (Ρώυτερ).— Ο υπουργός της Αεροπορίας έφθασεν εις την Μόσχαν, όπου θα επιθεωρήση τας εγκαταστάσεις της σοβιετικής πολιτικής αεροπορίας και θα συνομιλήση με τους αρμοδίους. [22, 604, 277, 646]
divider [287, 937, 404, 938]
lead-subhead: ΤΙΜΗΤΙΚΗ ΦΡΟΥΡΑ [739, 340, 829, 350]
headline-strauss: Ο κ. ΣΤΡΑΟΥΣ ΕΦΘΑΣΕΝ ΕΙΣ ΤΟ ΙΣΡΑΗΛ ΜΕ ΚΑΘΥΣΤΕΡΗΣΙΝ ΜΙΑΣ ΗΜΕΡΑΣ ΔΙΑ ΝΑ ΑΠΟΦΥΓΗ ΤΟΥΣ ΔΙΑΔΗΛΩΤΑΣ [1184, 10, 1528, 59]
article-body: Η αστυνομία είχε λάβει αυστηρότατα μέτρα τάξεως, αλλ' ο λαός συμπεριεφέρθη παραδειγματικώς και ουδέν απολύτως έκτροπον εσημειώθη καθ' όλην την διαδρομήν. [416, 316, 656, 347]
column-5 [1164, 8, 1548, 1074]
article-body: ΤΟΚΙΟ, 27. (Ηνωμ. Τύπος).— Εις Ιαπωνίαν ενεφανίσθη επιδημία δυσεντερίας, προσβαλούσα μεγάλον αριθμόν παιδιών. [1164, 532, 1352, 563]
article-body: ΑΘΗΝΑΙ, 27.— Ο συνδυασμός της ΕΔΑ Θεσσαλονίκης όρισε τον κ. Βουλοδήμον ως αντικαταστάτην του δολοφονηθέντος βουλευτού Λαμπράκη, σύμφωνα με τον εκλογικόν νόμον. [287, 338, 404, 421]
article-body: Τιμητική φρουρά εκ πολλών βουλευτών διενυκτέρευσε παρά τον νεκρόν εις τον ναόν. Σήμερον το απόγευμα θα γίνη η κηδεία, εις την οποίαν αναμένεται να παραστούν πλήθη λαού. [912, 410, 1152, 452]
headline-soviet-disarmament: Η ΣΟΒΙΕΤ ΕΝΩΣΙΣ ΥΠΕΒΑΛΕ ΕΠΙΣΗΜΩΣ ΕΙΣ ΤΗΝ ΔΙΑΣΚΕΨΙΝ ΑΦΟΠΛΙΣΜΟΥ ΤΗΝ ΤΕΛΕΥΤΑΙΑΝ ΠΡΟΤΑΣΙΝ ΤΗΣ ΠΕΡΙ «ΤΗΣ ΑΠΥΡΑΥΛΟΥ ΜΕΣΟΓΕΙΟΥ» [30, 11, 268, 84]
article-body: Οι ιατροί δίδουν εις τον γηραιόν ποντίφηκα ζωήν τριών έως τεσσάρων εβδομάδων. Ως εκ τούτου εματαιώθη η συνάντησις του Πάπα μετά του Προέδρου Κέννεντυ. [416, 1695, 595, 1747]
article-body: ΑΓΚΥΡΑ, 27. (Ηνωμ. Τύπος).— Η Τουρκία εώρτασε σήμερον την επέτειον της επαναστάσεως της 27ης Μαΐου 1960, με παρελάσεις και δημοσίας εκδηλώσεις εις όλας τας πόλεις. [416, 1909, 595, 1961]
article-body: ΑΘΗΝΑΙ, 27.— Αι δημοσιονομικαί υπηρεσίαι απεφάσισαν την σύστασιν νέων φορολογικών δικαστηρίων δια την ταχυτέραν εκδίκασιν των υποθέσεων. [1360, 445, 1548, 487]
article-body: ΟΥΑΣΙΓΚΤΩΝ, 27. (Ασσ. Πρες).— Γερουσιασταί πιστεύουν ότι αι Ηνωμέναι Πολιτείαι πιθανόν να αποχωρήσουν του Ν.Α.Τ.Ο. αν οι σύμμαχοι δεν αυξήσουν τας αμυντικάς δαπάνας των. [1164, 924, 1352, 977]
column-rule [1158, 8, 1159, 2316]
lead-subhead: Η ΜΕΤΑΔΟΣΙΣ ΤΟ «ΡΩΥΤΕΡ» [966, 502, 1098, 512]
article-body: ΙΕΡΟΥΣΑΛΗΜ, 27. (Ρώυτερ).— Ο πρωθυπουργός κ. Μπεν Γκουριόν απηύθυνεν έκκλησιν προς τον λαόν να υποδεχθή τον επισκέπτην μετά σεβασμού. [1360, 161, 1548, 202]
divider [22, 353, 277, 354]
divider [793, 1320, 1152, 1321]
article-body: ΡΩΜΗ, 27. (Ασσ. Πρες).— Παρά τας διαψεύσεις του Βατικανού, η υγεία του Πάπα Ιωάννου επεδεινώθη σοβαρώς. Ο Πάπας γνωρίζων την σοβαρότητα της νόσου του εκοινώνησε των Αχράντων Μυστηρίων. [602, 1753, 781, 1815]
divider [416, 1889, 781, 1890]
divider [1164, 823, 1548, 824]
article-body: ΘΕΣΣΑΛΟΝΙΚΗ, 27. (Ρώυτερ).— Εκ της διεθνούς ειδησεογραφίας, όπου ο μάρτυς κατηγορίας επανήλθεν υπό αγνώστου εις το κέντρον της πόλεως, μετεδόθη ότι αι αρχαί ελάμβανον αυστηρά μέτρα ασφαλείας. [287, 204, 404, 297]
dek-reuter: ΕΠΑΝΗΛΘΕ ΥΠΟ ΑΓΝΩΣΤΟΥ ΕΙΣ ΤΟ ΚΕΝΤΡΟΝ ΤΗΣ ΠΟΛΕΩΣ [288, 85, 403, 104]
article-body: Οι ιατροί δίδουν εις τον γηραιόν ποντίφηκα ζωήν τριών έως τεσσάρων εβδομάδων. Ως εκ τούτου εματαιώθη η συνάντησις του Πάπα μετά του Προέδρου Κέννεντυ. [416, 1506, 595, 1558]
pope-story [416, 1158, 781, 1965]
article-body: ΑΘΗΝΑΙ, 27.— Ο αρχηγός της Ενώσεως Κέντρου κ. Παπανδρέου θα αναχωρήση το Σάββατον δια περιοδείαν εις την Ηλείαν, συνοδευόμενος υπό των κ.κ. Σοφ. Βενιζέλου, Στ. Στεφανοπούλου και πολλών βουλευτών του κόμματος. [22, 1079, 277, 1120]
article-body: ΡΩΜΗ, 27. (Ασσ. Πρες).— Παρά τας διαψεύσεις του Βατικανού, η υγεία του Πάπα Ιωάννου επεδεινώθη σοβαρώς. Ο Πάπας γνωρίζων την σοβαρότητα της νόσου του εκοινώνησε των Αχράντων Μυστηρίων. [602, 1563, 781, 1626]
article-body: ΘΕΣΣΑΛΟΝΙΚΗ, 27. (Ρώυτερ).— Εκ της διεθνούς ειδησεογραφίας, όπου ο μάρτυς κατηγορίας επανήλθεν υπό αγνώστου εις το κέντρον της πόλεως, μετεδόθη ότι αι αρχαί ελάμβανον αυστηρά μέτρα ασφαλείας. [287, 840, 404, 933]
article-body: ΚΟΥΑΛΑ ΛΑΜΠΟΥΡ, 27. (Ρώυτερ).— Ο θάνατος 17 ατόμων εκ χολέρας εσημειώθη κατά τας τελευταίας ημέρας εις διαφόρους περιοχάς της Ασίας και διετάχθη ο εμβολιασμός όλων των κατοίκων. [1164, 579, 1352, 631]
article-body: Εις τον ναόν προσήλθον από πρωίας χιλιάδες πολιτών δια να αποτίσουν φόρον τιμής εις τον νεκρόν. Ανθοδέσμαι και στέφανοι εκάλυπτον την σορόν. [416, 408, 656, 440]
article-body: Οι ιατροί δίδουν εις τον γηραιόν ποντίφηκα ζωήν τριών έως τεσσάρων εβδομάδων. Ως εκ τούτου εματαιώθη η συνάντησις του Πάπα μετά του Προέδρου Κέννεντυ. [602, 1629, 781, 1681]
article-body: Η αστυνομία είχε λάβει αυστηρότατα μέτρα τάξεως, αλλ' ο λαός συμπεριεφέρθη παραδειγματικώς και ουδέν απολύτως έκτροπον εσημειώθη καθ' όλην την διαδρομήν. [912, 468, 1152, 500]
headline-plague-asia: Η ΠΑΝΩΛΗΣ, Η ΧΟΛΕΡΑ ΚΑΙ Η ΔΥΣΕΝΤΕΡΙΑ ΔΟΚΙΜΑΖΟΥΝ ΣΚΛΗΡΩΣ ΧΩΡΑΣ ΤΗΣ ΑΣΙΑΣ [1196, 358, 1516, 390]
article-body: ΑΜΜΑΝ, 27. (Ρώυτερ).— Αι ισλαμικαί χώραι θα συγκαλέσουν διάσκεψιν εις την Μέκκαν δια την εξέτασιν κοινών θεμάτων. [1360, 521, 1548, 553]
article-body: ΓΕΝΕΥΗ, 27. (Ασσ. Πρες).— Η Σοβιετική Ένωσις υπέβαλε και επισήμως ενώπιον της διασκέψεως αφοπλισμού την προσφάτως διατυπωθείσαν πρότασιν περί απυραύλου Μεσογείου, η οποία όμως απερρίφθη υπό των Δυτικών ως άσκοπος παλινδρόμησις. [22, 967, 277, 1019]
headline-hong-kong: ΛΕΙΨΥΔΡΙΑ ΕΙΣ ΧΟΓΚ-ΚΟΓΚ [75, 648, 224, 660]
headline-polaris: ΔΕΝ ΥΠΑΡΧΕΙ ΣΧΕΔΙΟΝ ΔΗΜΙΟΥΡΓΙΑΣ ΕΙΣ ΜΕΣΟΓΕΙΟΝ ΒΑΣΕΩΣ ΔΙΑ ΤΑ ΥΠΟΒΡΥΧΙΑ-ΦΟΡΕΙΣ ΤΩΝ «ΠΟΛΑΡΙΣ» [1185, 989, 1527, 1017]
headline-tennessee: ΚΑΤΑΡΓΟΥΝΤΑΙ ΑΙ ΦΥΛΕΤΙΚΑΙ ΔΙΑΚΡΙΣΕΙΣ ΕΙΣ ΤΕΝΝΕΣΣΗΝ [26, 1175, 273, 1198]
article-body: ΤΕΛ ΑΒΙΒ, 27. (Ρώυτερ).— Ο κ. Φραντς Γιόζεφ Στράους, πρώην υπουργός Αμύνης της Δυτικής Γερμανίας, έφθασεν εις το Ισραήλ με καθυστέρησιν μιας ημέρας δια να αποφύγη τους διαδηλωτάς, οι οποίοι ανέμενον αυτόν εις το αεροδρόμιον. [1360, 217, 1548, 280]
article-body: Εις τον ναόν προσήλθον από πρωίας χιλιάδες πολιτών δια να αποτίσουν φόρον τιμής εις τον νεκρόν. Ανθοδέσμαι και στέφανοι εκάλυπτον την σορόν. [663, 489, 905, 520]
divider [22, 1024, 277, 1025]
headline-piaf: Η ΕΝΤΙΘ ΠΙΑΦ ΑΠΟΘΕΡΑΠΕΥΘΕΙΣΑ ΕΞΗΛΘΕ ΤΗΣ ΚΛΙΝΙΚΗΣ [288, 694, 402, 725]
headline-peru-waves: ΘΑΛΑΣΣΙΑ ΚΥΜΑΤΑ ΥΨΟΥΣ 10 ΜΕΤΡΩΝ ΕΚΑΛΥΨΑΝ ΠΟΛΙΝ ΤΟΥ ΠΕΡΟΥ [41, 357, 257, 381]
headline-kenyatta: ΑΠΟΛΥΤΟΝ ΠΛΕΙΟΨΗΦΙΑΝ ΣΥΝΕΚΕΝΤΡΩΣΕΝ Ο κ. ΤΖΟΜΟ ΚΕΝΥΑΤΤΑ ΕΙΣ ΤΗΝ ΚΕΝΥΑΝ [26, 1028, 272, 1051]
headline-ethiopia-loan: ΑΜΕΡΙΚΑΝΙΚΟΝ ΔΑΝΕΙΟΝ ΠΡΟΣ ΤΗΝ ΑΙΘΙΟΠΙΑΝ ΠΡΟΣ ΚΑΤΑΣΚΕΥΗΝ ΜΕΓΑΛΩΝ ΟΔΙΚΩΝ ΔΙΚΤΥΩΝ [33, 704, 265, 738]
headline-indonesians: ΝΕΑΙ ΒΙΑΙΟΤΗΤΕΣ ΤΩΝ ΙΝΔΟΝΗΣΙΩΝ ΚΑΤΑ ΤΩΝ ΚΙΝΕΖΩΝ [289, 940, 401, 972]
article-body: ΚΟΥΑΛΑ ΛΑΜΠΟΥΡ, 27. (Ρώυτερ).— Ο θάνατος 17 ατόμων εκ χολέρας εσημειώθη κατά τας τελευταίας ημέρας εις διαφόρους περιοχάς της Ασίας και διετάχθη ο εμβολιασμός όλων των κατοίκων. [1164, 409, 1352, 461]
article-body: Η αστυνομία είχε λάβει αυστηρότατα μέτρα τάξεως, αλλ' ο λαός συμπεριεφέρθη παραδειγματικώς και ουδέν απολύτως έκτροπον εσημειώθη καθ' όλην την διαδρομήν. [416, 523, 656, 555]
article-body: ΛΙΜΑ, 27. (Ρώυτερ).— Κύματα ύψους 10 μέτρων εκάλυψαν την πόλιν Μοντέρο, προκαλέσαντα σοβαράς ζημίας εις τας οικίας και τους λιμενικούς εγκαταστάσεις. [22, 1281, 277, 1312]
